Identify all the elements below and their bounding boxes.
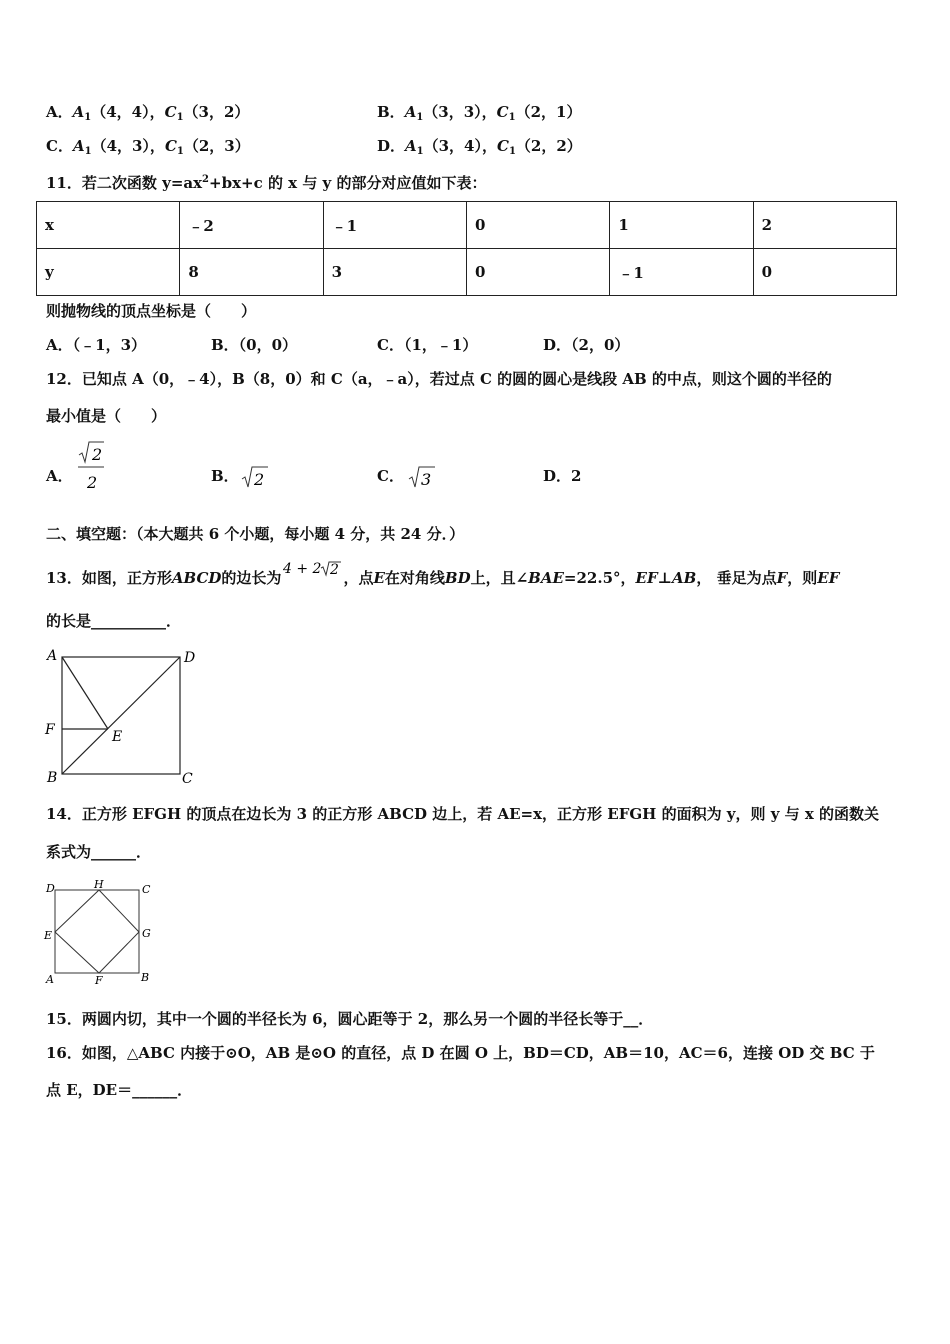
label-a: A — [47, 648, 58, 664]
q13-side-length — [281, 561, 343, 585]
table-row — [37, 249, 897, 296]
q12-stem-line1: 12．已知点 A（0，﹣4），B（8，0）和 C（a，﹣a），若过点 C 的圆的圆心是线段 AB 的中点，则这个圆的半径的 — [46, 370, 832, 388]
q11-option-d: D．（2，0） — [543, 336, 630, 354]
svg-text:4 + 2: 4 + 2 — [283, 561, 322, 577]
table-cell: x — [37, 202, 180, 249]
label-c: C — [142, 883, 151, 896]
q10-option-c: C．$A_1(4$，3），$C_1(2$，3） — [46, 137, 250, 157]
q12-option-c-sqrt — [407, 464, 437, 490]
q11-stem: 11．若二次函数 $y=ax^2+bx+c$ 的 x 与 y 的部分对应值如下表： — [46, 174, 487, 192]
segment-ae — [62, 657, 108, 729]
q16-stem-line1: 16．如图，△ABC 内接于⊙O，AB 是⊙O 的直径，点 D 在圆 O 上，BD＝CD，AB＝10，AC＝6，连接 OD 交 BC 于 — [46, 1044, 875, 1062]
label-e: E — [112, 729, 123, 745]
q13-figure-square — [40, 644, 200, 789]
table-cell: 0 — [466, 202, 609, 249]
label-a: A — [46, 973, 54, 986]
label-e: E — [44, 929, 53, 942]
q12-option-a-fraction — [74, 440, 106, 494]
q14-figure-squares — [40, 876, 160, 988]
label-f: F — [95, 974, 103, 987]
label-d: D — [184, 650, 196, 666]
table-cell: ﹣2 — [180, 202, 323, 249]
q12-stem-line2: 最小值是（ ） — [46, 407, 167, 425]
table-cell: ﹣1 — [323, 202, 466, 249]
q10-option-a: A．$A_1(4$，4），$C_1(3$，2） — [46, 103, 250, 123]
q11-option-a: A．（﹣1，3） — [46, 336, 147, 354]
q14-stem-line2: 系式为______． — [46, 843, 152, 861]
q14-stem-line1: 14．正方形 EFGH 的顶点在边长为 3 的正方形 ABCD 边上，若 AE=x，正方形 EFGH 的面积为 y，则 y 与 x 的函数关 — [46, 805, 880, 823]
q12-option-c-letter: C． — [377, 467, 404, 485]
q12-option-a-numerator: 2 — [92, 445, 103, 464]
section-two-heading: 二、填空题：（本大题共 6 个小题，每小题 4 分，共 24 分．） — [46, 525, 465, 543]
q12-option-c-radicand: 3 — [421, 470, 432, 489]
q10-option-d: D．$A_1(3$，4），$C_1(2$，2） — [377, 137, 582, 157]
q12-option-a-letter: A． — [46, 467, 73, 485]
table-cell: 0 — [466, 249, 609, 296]
label-d: D — [46, 882, 55, 895]
q11-question: 则抛物线的顶点坐标是（ ） — [46, 302, 257, 320]
svg-text:2: 2 — [330, 562, 340, 578]
table-cell: 3 — [323, 249, 466, 296]
q11-value-table — [36, 201, 897, 296]
q12-option-b-letter: B． — [211, 467, 239, 485]
q16-stem-line2: 点 E，DE＝______． — [46, 1081, 193, 1099]
label-f: F — [45, 722, 55, 738]
q11-option-b: B．（0，0） — [211, 336, 298, 354]
table-cell: 2 — [753, 202, 896, 249]
q12-option-a-denominator: 2 — [87, 473, 98, 492]
label-b: B — [47, 770, 58, 786]
diagonal-bd — [62, 657, 180, 774]
label-b: B — [141, 971, 150, 984]
label-c: C — [182, 771, 193, 787]
q12-option-d: D．2 — [543, 467, 582, 485]
q13-stem-line2: 的长是__________． — [46, 612, 182, 630]
q10-option-b: B．$A_1(3$，3），$C_1(2$，1） — [377, 103, 582, 123]
table-cell: y — [37, 249, 180, 296]
table-cell: 8 — [180, 249, 323, 296]
table-cell: ﹣1 — [610, 249, 753, 296]
table-row — [37, 202, 897, 249]
q15-stem: 15．两圆内切，其中一个圆的半径长为 6，圆心距等于 2，那么另一个圆的半径长等于__． — [46, 1010, 654, 1028]
q12-option-b-radicand: 2 — [254, 470, 265, 489]
q11-option-c: C．（1，﹣1） — [377, 336, 478, 354]
table-cell: 0 — [753, 249, 896, 296]
square-abcd-outline — [55, 890, 139, 973]
square-efgh-outline — [55, 890, 139, 973]
label-g: G — [142, 927, 151, 940]
q12-option-b-sqrt — [240, 464, 270, 490]
q13-stem-line1: 13．如图，正方形ABCD的边长为 4 + 2 2 ，点E在对角线BD上，且∠BAE=22.5°，EF⊥AB， 垂足为点F，则EF — [46, 561, 840, 587]
table-cell: 1 — [610, 202, 753, 249]
label-h: H — [94, 878, 104, 891]
